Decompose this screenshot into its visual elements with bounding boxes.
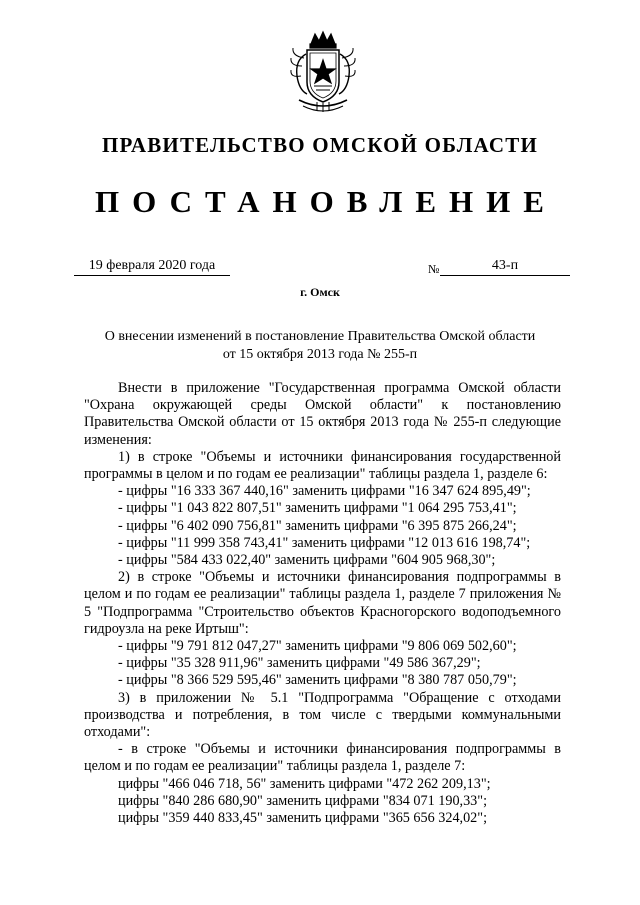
item-2-heading: 2) в строке "Объемы и источники финансирования подпрограммы в целом и по годам ее реализации" таблицы раздела 1, разделе 7 приложения № 5 "Подпрограмма "Строительство объектов Красногорского водоподъемного гидроузла на реке Иртыш": bbox=[84, 569, 561, 637]
subject-line-1: О внесении изменений в постановление Правительства Омской области bbox=[104, 329, 536, 344]
item-1-line: - цифры "6 402 090 756,81" заменить цифрами "6 395 875 266,24"; bbox=[118, 517, 517, 534]
item-3-line: цифры "466 046 718, 56" заменить цифрами "472 262 209,13"; bbox=[118, 775, 491, 792]
item-1-line: - цифры "11 999 358 743,41" заменить цифрами "12 013 616 198,74"; bbox=[118, 534, 531, 551]
number-sign: № bbox=[428, 262, 440, 276]
item-1-heading: 1) в строке "Объемы и источники финансирования государственной программы в целом и по годам ее реализации" таблицы раздела 1, разделе 6: bbox=[84, 448, 561, 483]
organization-title: ПРАВИТЕЛЬСТВО ОМСКОЙ ОБЛАСТИ bbox=[101, 133, 538, 157]
document-type-title: ПОСТАНОВЛЕНИЕ bbox=[95, 184, 557, 219]
item-1-line: - цифры "16 333 367 440,16" заменить цифрами "16 347 624 895,49"; bbox=[118, 483, 531, 500]
subject-line-2: от 15 октября 2013 года № 255-п bbox=[222, 347, 418, 362]
coat-of-arms-emblem bbox=[287, 30, 359, 116]
item-3-subitem: - в строке "Объемы и источники финансирования подпрограммы в целом и по годам ее реализации" таблицы раздела 1, разделе 7: bbox=[84, 741, 561, 775]
document-subject bbox=[90, 328, 550, 364]
document-body bbox=[84, 380, 561, 827]
city: г. Омск bbox=[300, 285, 340, 299]
item-3-line: цифры "840 286 680,90" заменить цифрами "834 071 190,33"; bbox=[118, 792, 488, 809]
document-date: 19 февраля 2020 года bbox=[74, 258, 230, 276]
item-2-line: - цифры "35 328 911,96" заменить цифрами "49 586 367,29"; bbox=[118, 655, 481, 672]
item-3-heading: 3) в приложении № 5.1 "Подпрограмма "Обращение с отходами производства и потребления, в том числе с твердыми коммунальными отходами": bbox=[84, 689, 561, 741]
item-1-line: - цифры "584 433 022,40" заменить цифрами "604 905 968,30"; bbox=[118, 552, 496, 569]
item-2-line: - цифры "9 791 812 047,27" заменить цифрами "9 806 069 502,60"; bbox=[118, 638, 517, 655]
item-1-line: - цифры "1 043 822 807,51" заменить цифрами "1 064 295 753,41"; bbox=[118, 500, 517, 517]
item-3-line: цифры "359 440 833,45" заменить цифрами "365 656 324,02"; bbox=[118, 810, 488, 827]
document-number: 43-п bbox=[440, 258, 570, 276]
item-2-line: - цифры "8 366 529 595,46" заменить цифрами "8 380 787 050,79"; bbox=[118, 672, 517, 689]
intro-paragraph: Внести в приложение "Государственная программа Омской области "Охрана окружающей среды Омской области" к постановлению Правительства Омской области от 15 октября 2013 года № 255-п следующие изменения: bbox=[84, 380, 561, 448]
